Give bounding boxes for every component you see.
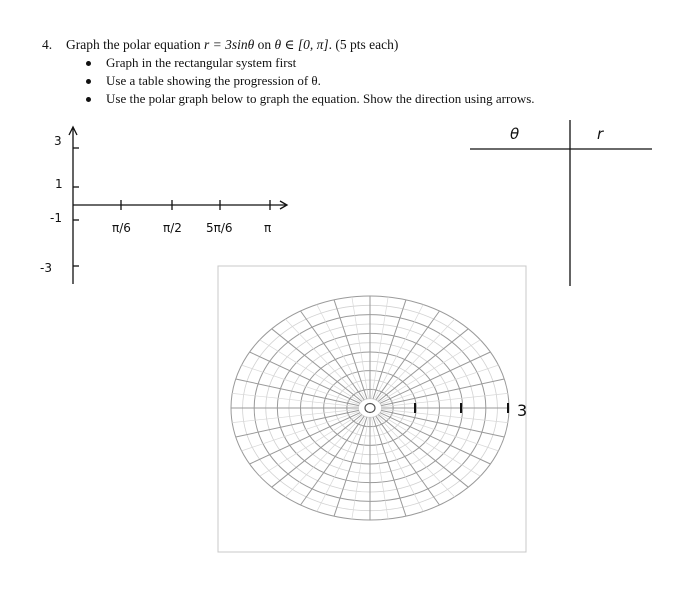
y-label: -3 — [40, 261, 52, 275]
y-label: -1 — [50, 211, 62, 225]
problem-number: 4. — [42, 37, 53, 52]
table-header-theta: θ — [510, 125, 520, 143]
x-label: 5π/6 — [206, 221, 233, 235]
radius-label: 3 — [517, 401, 528, 420]
instruction-item: Use the polar graph below to graph the equation. Show the direction using arrows. — [82, 90, 535, 108]
y-label: 3 — [54, 134, 62, 148]
problem-text-middle: on — [254, 37, 275, 52]
polar-equation: r = 3sinθ — [203, 37, 255, 52]
problem-text-after: . (5 pts each) — [328, 37, 399, 52]
pole-origin — [365, 404, 375, 413]
x-label: π — [264, 221, 272, 235]
y-label: 1 — [55, 177, 63, 191]
table-header-r: r — [597, 125, 604, 143]
instruction-item: Use a table showing the progression of θ. — [82, 72, 535, 90]
x-label: π/6 — [112, 221, 131, 235]
rectangular-graph — [69, 127, 287, 284]
polar-grid — [231, 296, 509, 520]
value-table — [470, 120, 652, 286]
theta-interval: θ ∈ [0, π] — [274, 37, 329, 52]
x-label: π/2 — [163, 221, 182, 235]
instruction-item: Graph in the rectangular system first — [82, 54, 535, 72]
problem-text-before: Graph the polar equation — [66, 37, 204, 52]
